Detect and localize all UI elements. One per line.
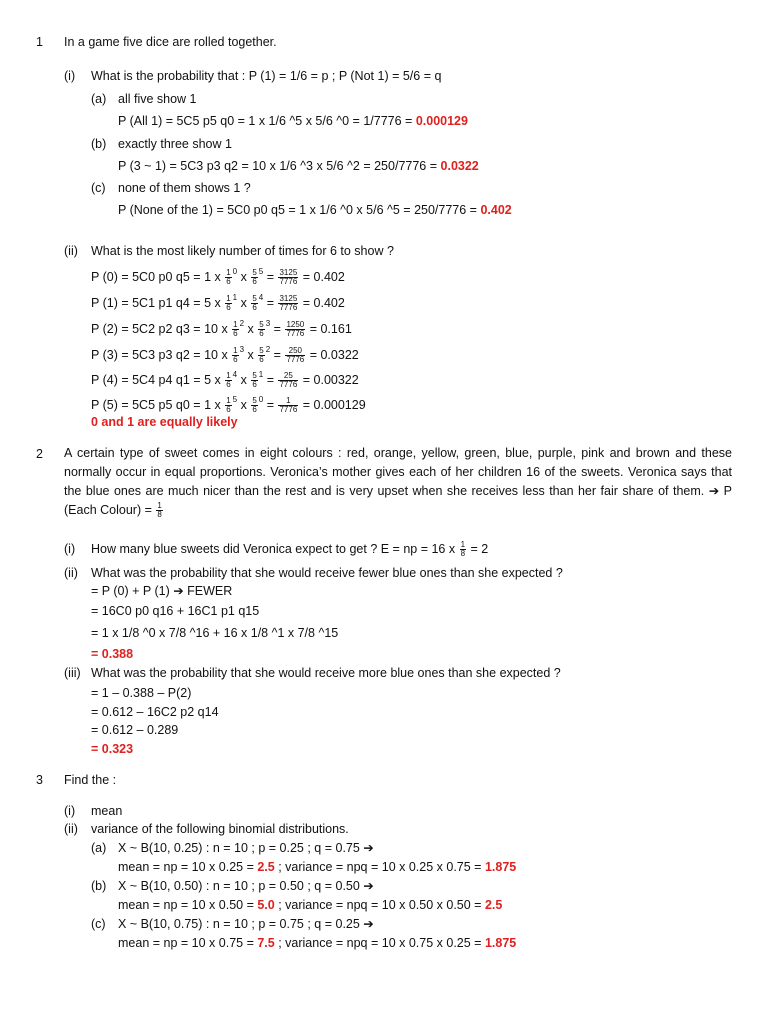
row-q-exp: 2 bbox=[265, 345, 271, 354]
row-p-fraction: $\frac{1}{6}$ bbox=[226, 396, 231, 415]
q3-title: Find the : bbox=[64, 773, 117, 787]
q1-i-label: (i) bbox=[64, 69, 76, 83]
q1-ii-label: (ii) bbox=[64, 244, 78, 258]
row-coef: 1 bbox=[204, 398, 212, 412]
variance-value: 1.875 bbox=[484, 936, 517, 950]
q3-ii-label: (ii) bbox=[64, 822, 78, 836]
row-p-exp: 0 bbox=[232, 267, 238, 276]
q1-row-1: P (1) = 5C1 p1 q4 = 5 x $\frac{1}{6}$ $^1$ x $\frac{5}{6}$ $^4$ = $\frac{3125}{7776}$ = 0.402 bbox=[91, 293, 345, 313]
row-result-fraction: $\frac{1}{7776}$ bbox=[279, 396, 298, 415]
row-lhs: P (5) = 5C5 p5 q0 = bbox=[91, 398, 201, 412]
q1-c-answer: 0.402 bbox=[480, 203, 512, 217]
q2-ii-line1: = P (0) + P (1) ➔ FEWER bbox=[91, 584, 233, 598]
row-result: 0.402 bbox=[313, 296, 345, 310]
q2-iii-line2: = 0.612 – 16C2 p2 q14 bbox=[91, 705, 219, 719]
row-result: 0.0322 bbox=[320, 348, 359, 362]
row-q-fraction: $\frac{5}{6}$ bbox=[252, 396, 257, 415]
row-p-exp: 4 bbox=[232, 370, 238, 379]
mean-formula: mean = np = 10 x 0.75 = bbox=[118, 936, 258, 950]
q1-b-calc-text: P (3 ~ 1) = 5C3 p3 q2 = 10 x 1/6 ^3 x 5/6 ^2 = 250/7776 = bbox=[118, 159, 438, 173]
row-result: 0.161 bbox=[320, 322, 352, 336]
row-q-exp: 3 bbox=[265, 319, 271, 328]
q2-i-tail: = 2 bbox=[470, 542, 489, 556]
q1-b-label: (b) bbox=[91, 137, 107, 151]
mean-formula: mean = np = 10 x 0.25 = bbox=[118, 860, 258, 874]
q2-ii-answer: = 0.388 bbox=[91, 647, 134, 661]
row-q-fraction: $\frac{5}{6}$ bbox=[252, 294, 257, 313]
q1-conclusion: 0 and 1 are equally likely bbox=[91, 415, 238, 429]
q2-i-label: (i) bbox=[64, 542, 76, 556]
q1-row-5: P (5) = 5C5 p5 q0 = 1 x $\frac{1}{6}$ $^5$ x $\frac{5}{6}$ $^0$ = $\frac{1}{7776}$ = 0.000129 bbox=[91, 395, 366, 415]
q1-title: In a game five dice are rolled together. bbox=[64, 35, 277, 49]
row-q-exp: 0 bbox=[258, 395, 264, 404]
q1-row-0: P (0) = 5C0 p0 q5 = 1 x $\frac{1}{6}$ $^0$ x $\frac{5}{6}$ $^5$ = $\frac{3125}{7776}$ = 0.402 bbox=[91, 267, 345, 287]
mean-value: 2.5 bbox=[257, 860, 275, 874]
q2-ii-text: What was the probability that she would receive fewer blue ones than she expected ? bbox=[91, 566, 563, 580]
row-coef: 5 bbox=[204, 296, 212, 310]
row-lhs: P (3) = 5C3 p3 q2 = bbox=[91, 348, 201, 362]
row-result-fraction: $\frac{25}{7776}$ bbox=[279, 371, 298, 390]
q1-a-label: (a) bbox=[91, 92, 107, 106]
q1-a-calc bbox=[118, 113, 468, 129]
q2-iii-label: (iii) bbox=[64, 666, 81, 680]
row-q-fraction: $\frac{5}{6}$ bbox=[259, 320, 264, 339]
q3-i-label: (i) bbox=[64, 804, 76, 818]
q1-a-calc-text: P (All 1) = 5C5 p5 q0 = 1 x 1/6 ^5 x 5/6 ^0 = 1/7776 = bbox=[118, 114, 413, 128]
q1-c-label: (c) bbox=[91, 181, 106, 195]
q2-iii-text: What was the probability that she would receive more blue ones than she expected ? bbox=[91, 666, 561, 680]
q2-text-tail: ➔ P (Each Colour) = bbox=[64, 484, 732, 517]
q2-iii-answer: = 0.323 bbox=[91, 742, 134, 756]
q3-part-distribution: X ~ B(10, 0.75) : n = 10 ; p = 0.75 ; q = 0.25 ➔ bbox=[118, 917, 374, 931]
q2-fraction-one-eighth: $\frac{1}{8}$ bbox=[157, 501, 162, 520]
q2-ii-line3: = 1 x 1/8 ^0 x 7/8 ^16 + 16 x 1/8 ^1 x 7/8 ^15 bbox=[91, 626, 339, 640]
q1-row-3: P (3) = 5C3 p3 q2 = 10 x $\frac{1}{6}$ $^3$ x $\frac{5}{6}$ $^2$ = $\frac{250}{7776}$ = 0.0322 bbox=[91, 345, 359, 365]
q1-row-2: P (2) = 5C2 p2 q3 = 10 x $\frac{1}{6}$ $^2$ x $\frac{5}{6}$ $^3$ = $\frac{1250}{7776}$ = 0.161 bbox=[91, 319, 352, 339]
q2-text bbox=[64, 444, 732, 520]
row-lhs: P (4) = 5C4 p4 q1 = bbox=[91, 373, 201, 387]
variance-formula: ; variance = npq = 10 x 0.50 x 0.50 = bbox=[274, 898, 485, 912]
row-lhs: P (2) = 5C2 p2 q3 = bbox=[91, 322, 201, 336]
q3-part-result bbox=[118, 935, 516, 951]
q3-number: 3 bbox=[36, 773, 43, 787]
q2-iii-line3: = 0.612 – 0.289 bbox=[91, 723, 179, 737]
row-p-fraction: $\frac{1}{6}$ bbox=[226, 268, 231, 287]
q3-i-text: mean bbox=[91, 804, 123, 818]
row-p-fraction: $\frac{1}{6}$ bbox=[226, 371, 231, 390]
row-result-fraction: $\frac{3125}{7776}$ bbox=[279, 294, 298, 313]
q3-part-result bbox=[118, 859, 516, 875]
q1-b-text: exactly three show 1 bbox=[118, 137, 232, 151]
q1-ii-text: What is the most likely number of times for 6 to show ? bbox=[91, 244, 394, 258]
row-coef: 10 bbox=[204, 348, 218, 362]
variance-value: 2.5 bbox=[484, 898, 503, 912]
row-q-fraction: $\frac{5}{6}$ bbox=[252, 371, 257, 390]
q2-i-fraction: $\frac{1}{8}$ bbox=[460, 540, 466, 559]
row-coef: 10 bbox=[204, 322, 218, 336]
q2-iii-line1: = 1 – 0.388 – P(2) bbox=[91, 686, 192, 700]
q3-part-label: (a) bbox=[91, 841, 107, 855]
row-q-fraction: $\frac{5}{6}$ bbox=[259, 346, 264, 365]
row-q-exp: 5 bbox=[258, 267, 264, 276]
q1-number: 1 bbox=[36, 35, 43, 49]
row-p-fraction: $\frac{1}{6}$ bbox=[226, 294, 231, 313]
q1-a-text: all five show 1 bbox=[118, 92, 197, 106]
row-p-fraction: $\frac{1}{6}$ bbox=[233, 320, 238, 339]
q1-b-calc bbox=[118, 158, 479, 174]
row-result: 0.00322 bbox=[313, 373, 359, 387]
row-p-exp: 1 bbox=[232, 293, 238, 302]
row-p-exp: 2 bbox=[239, 319, 245, 328]
row-q-exp: 1 bbox=[258, 370, 264, 379]
q3-part-label: (c) bbox=[91, 917, 106, 931]
row-p-exp: 5 bbox=[232, 395, 238, 404]
mean-formula: mean = np = 10 x 0.50 = bbox=[118, 898, 258, 912]
variance-value: 1.875 bbox=[484, 860, 517, 874]
q1-c-calc-text: P (None of the 1) = 5C0 p0 q5 = 1 x 1/6 ^0 x 5/6 ^5 = 250/7776 = bbox=[118, 203, 477, 217]
q2-number: 2 bbox=[36, 447, 43, 461]
q2-ii-label: (ii) bbox=[64, 566, 78, 580]
variance-formula: ; variance = npq = 10 x 0.75 x 0.25 = bbox=[274, 936, 485, 950]
q1-row-4: P (4) = 5C4 p4 q1 = 5 x $\frac{1}{6}$ $^4$ x $\frac{5}{6}$ $^1$ = $\frac{25}{7776}$ = 0.00322 bbox=[91, 370, 359, 390]
row-q-exp: 4 bbox=[258, 293, 264, 302]
row-lhs: P (1) = 5C1 p1 q4 = bbox=[91, 296, 201, 310]
row-lhs: P (0) = 5C0 p0 q5 = bbox=[91, 270, 201, 284]
row-result-fraction: $\frac{3125}{7776}$ bbox=[279, 268, 298, 287]
q2-ii-line2: = 16C0 p0 q16 + 16C1 p1 q15 bbox=[91, 604, 260, 618]
row-coef: 5 bbox=[204, 373, 212, 387]
row-p-fraction: $\frac{1}{6}$ bbox=[233, 346, 238, 365]
q1-c-text: none of them shows 1 ? bbox=[118, 181, 251, 195]
q3-part-result bbox=[118, 897, 502, 913]
q3-part-distribution: X ~ B(10, 0.50) : n = 10 ; p = 0.50 ; q = 0.50 ➔ bbox=[118, 879, 374, 893]
variance-formula: ; variance = npq = 10 x 0.25 x 0.75 = bbox=[274, 860, 485, 874]
row-result: 0.402 bbox=[313, 270, 345, 284]
row-p-exp: 3 bbox=[239, 345, 245, 354]
row-result-fraction: $\frac{250}{7776}$ bbox=[286, 346, 305, 365]
row-result-fraction: $\frac{1250}{7776}$ bbox=[286, 320, 305, 339]
q2-i-line bbox=[91, 541, 488, 558]
q1-c-calc bbox=[118, 202, 512, 218]
q2-i-text: How many blue sweets did Veronica expect to get ? E = np = 16 x bbox=[91, 542, 456, 556]
q2-text-body: A certain type of sweet comes in eight colours : red, orange, yellow, green, blue, purple, pink and brown and these normally occur in equal proportions. Veronica’s mother gives each of her children 16 of the sweets. Veronica says that the blue ones are much nicer than the rest and is very upset when she receives less than her fair share of them. bbox=[64, 446, 732, 498]
q1-a-answer: 0.000129 bbox=[415, 114, 468, 128]
row-q-fraction: $\frac{5}{6}$ bbox=[252, 268, 257, 287]
q1-b-answer: 0.0322 bbox=[440, 159, 479, 173]
q1-i-text: What is the probability that : P (1) = 1/6 = p ; P (Not 1) = 5/6 = q bbox=[91, 69, 442, 83]
q3-part-distribution: X ~ B(10, 0.25) : n = 10 ; p = 0.25 ; q = 0.75 ➔ bbox=[118, 841, 374, 855]
q3-ii-text: variance of the following binomial distributions. bbox=[91, 822, 349, 836]
q3-part-label: (b) bbox=[91, 879, 107, 893]
row-coef: 1 bbox=[204, 270, 212, 284]
mean-value: 5.0 bbox=[257, 898, 275, 912]
mean-value: 7.5 bbox=[257, 936, 275, 950]
row-result: 0.000129 bbox=[313, 398, 366, 412]
